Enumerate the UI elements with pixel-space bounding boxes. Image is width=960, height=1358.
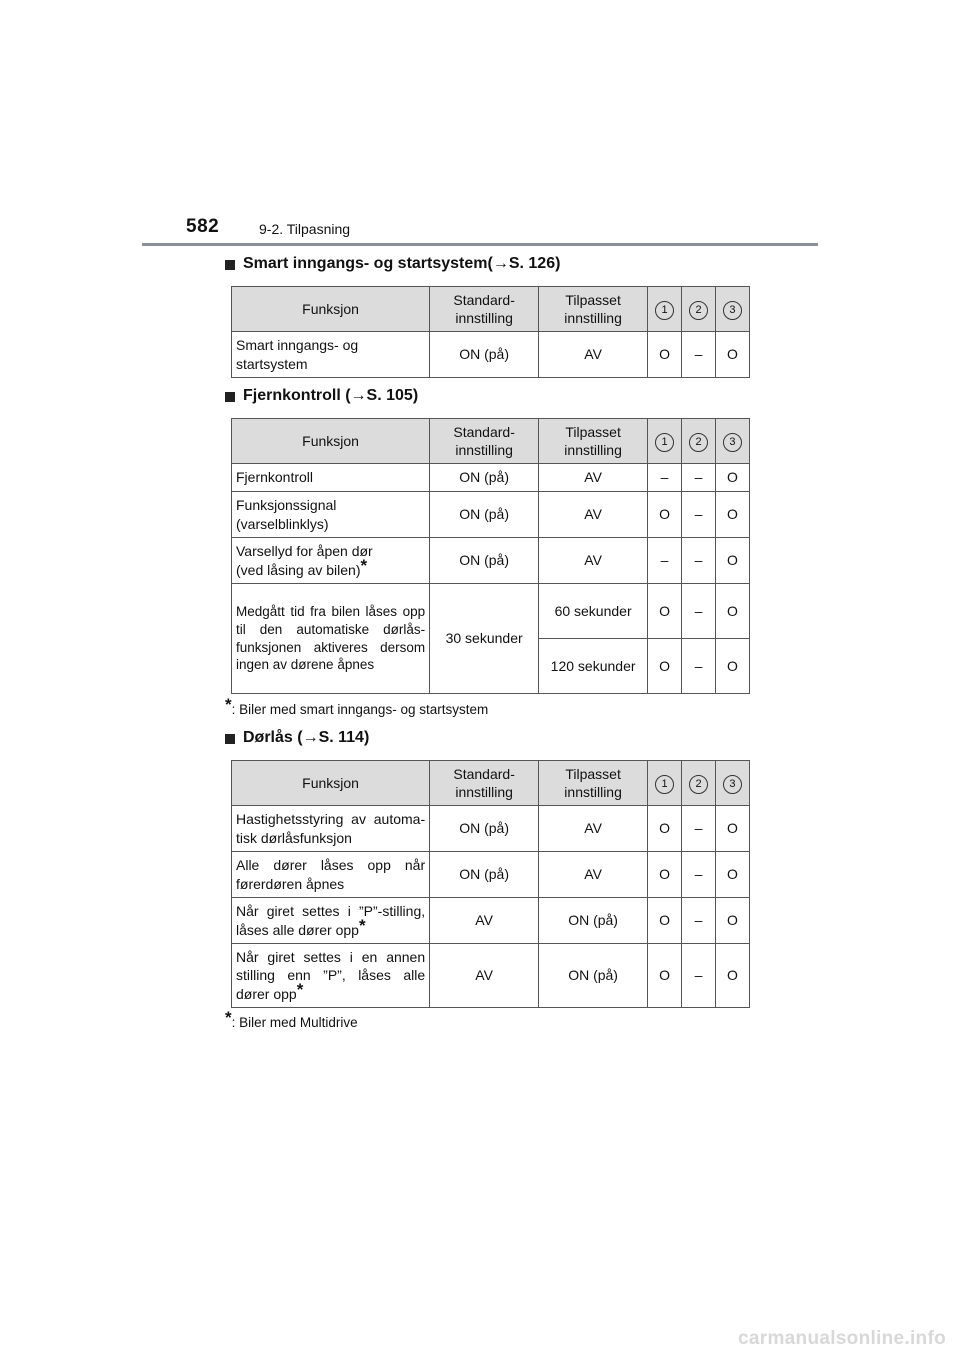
bullet-square-icon (225, 734, 235, 744)
footnote-star: * (360, 555, 368, 575)
header-funksjon: Funksjon (232, 287, 430, 332)
table-door-lock (231, 760, 750, 1008)
cell-tilpasset: AV (539, 332, 648, 378)
cell-tilpasset: AV (539, 464, 648, 492)
cell-c1: – (648, 464, 682, 492)
cell-tilpasset: ON (på) (539, 944, 648, 1008)
bullet-square-icon (225, 392, 235, 402)
table-row (232, 806, 750, 852)
cell-c3: O (715, 584, 749, 639)
cell-standard: ON (på) (430, 538, 539, 584)
circled-1-icon: 1 (655, 301, 674, 320)
footnote-star: * (225, 695, 232, 714)
cell-funksjon: Smart inngangs- og startsystem (232, 332, 430, 378)
header-col3 (715, 761, 749, 806)
table-row (232, 332, 750, 378)
cell-funksjon (232, 898, 430, 944)
cell-tilpasset: ON (på) (539, 898, 648, 944)
cell-c2: – (682, 852, 716, 898)
header-funksjon: Funksjon (232, 761, 430, 806)
cell-c2: – (682, 898, 716, 944)
header-standard: Standard- innstilling (430, 419, 539, 464)
header-standard: Standard- innstilling (430, 761, 539, 806)
header-col2 (682, 287, 716, 332)
circled-3-icon: 3 (723, 301, 742, 320)
footnote-star: * (296, 979, 304, 999)
cell-standard: ON (på) (430, 806, 539, 852)
header-tilpasset: Tilpasset innstilling (539, 287, 648, 332)
header-col3 (715, 287, 749, 332)
section-label: 9-2. Tilpasning (259, 221, 351, 237)
header-col2 (682, 761, 716, 806)
cell-c3: O (715, 944, 749, 1008)
cell-tilpasset: AV (539, 852, 648, 898)
cell-c1: – (648, 538, 682, 584)
cell-tilpasset: AV (539, 492, 648, 538)
circled-3-icon: 3 (723, 433, 742, 452)
header-funksjon: Funksjon (232, 419, 430, 464)
footnote-multidrive (225, 1008, 358, 1030)
page-number: 582 (186, 216, 220, 237)
header-col2 (682, 419, 716, 464)
table-row (232, 492, 750, 538)
footnote-star: * (225, 1008, 232, 1027)
cell-c3: O (715, 538, 749, 584)
table-row (232, 584, 750, 639)
cell-c2: – (682, 492, 716, 538)
cell-c1: O (648, 806, 682, 852)
heading-text: Smart inngangs- og startsystem(→S. 126) (243, 255, 561, 272)
cell-c1: O (648, 332, 682, 378)
heading-text: Fjernkontroll (→S. 105) (243, 387, 419, 404)
table-row (232, 898, 750, 944)
cell-c3: O (715, 332, 749, 378)
watermark: carmanualsonline.info (738, 1328, 946, 1349)
cell-funksjon: Alle dører låses opp når førerdøren åpnes (232, 852, 430, 898)
cell-c1: O (648, 584, 682, 639)
cell-funksjon: Hastighetsstyring av automa-tisk dørlåsfunksjon (232, 806, 430, 852)
cell-tilpasset: AV (539, 806, 648, 852)
table-row (232, 464, 750, 492)
cell-c2: – (682, 332, 716, 378)
cell-tilpasset: 120 sekunder (539, 639, 648, 694)
header-col1 (648, 287, 682, 332)
cell-c3: O (715, 639, 749, 694)
cell-standard: ON (på) (430, 852, 539, 898)
heading-door-lock (225, 729, 369, 747)
cell-funksjon: Medgått tid fra bilen låses opp til den automatiske dørlås-funksjonen aktiveres dersom ingen av dørene åpnes (232, 584, 430, 694)
bullet-square-icon (225, 260, 235, 270)
heading-text: Dørlås (→S. 114) (243, 729, 370, 746)
cell-funksjon (232, 538, 430, 584)
cell-tilpasset: 60 sekunder (539, 584, 648, 639)
cell-standard: AV (430, 898, 539, 944)
cell-standard: ON (på) (430, 464, 539, 492)
cell-funksjon-text: Varsellyd for åpen dør (ved låsing av bilen) (236, 543, 373, 578)
heading-smart-entry (225, 255, 560, 273)
table-row (232, 538, 750, 584)
header-standard: Standard- innstilling (430, 287, 539, 332)
cell-standard: AV (430, 944, 539, 1008)
cell-c2: – (682, 538, 716, 584)
table-remote (231, 418, 750, 694)
cell-c2: – (682, 584, 716, 639)
table-row (232, 852, 750, 898)
header-col1 (648, 419, 682, 464)
table-header-row (232, 287, 750, 332)
cell-funksjon (232, 944, 430, 1008)
header-col3 (715, 419, 749, 464)
cell-c1: O (648, 944, 682, 1008)
cell-tilpasset: AV (539, 538, 648, 584)
cell-c2: – (682, 806, 716, 852)
header-divider (142, 243, 818, 246)
cell-c2: – (682, 464, 716, 492)
cell-funksjon-text: Når giret settes i ”P”-stilling, låses alle dører opp (236, 903, 426, 938)
cell-funksjon-text: Når giret settes i en annen stilling enn ”P”, låses alle dører opp (236, 949, 426, 1002)
cell-c1: O (648, 492, 682, 538)
header-tilpasset: Tilpasset innstilling (539, 761, 648, 806)
cell-standard: 30 sekunder (430, 584, 539, 694)
footnote-text: : Biler med Multidrive (231, 1015, 358, 1030)
table-header-row (232, 419, 750, 464)
circled-1-icon: 1 (655, 433, 674, 452)
footnote-star: * (358, 915, 366, 935)
cell-c3: O (715, 492, 749, 538)
cell-standard: ON (på) (430, 492, 539, 538)
cell-c3: O (715, 464, 749, 492)
cell-c2: – (682, 944, 716, 1008)
cell-funksjon: Fjernkontroll (232, 464, 430, 492)
cell-c3: O (715, 898, 749, 944)
footnote-text: : Biler med smart inngangs- og startsystem (231, 702, 489, 717)
table-row (232, 944, 750, 1008)
cell-c3: O (715, 806, 749, 852)
cell-c1: O (648, 898, 682, 944)
footnote-smart-entry (225, 695, 489, 717)
cell-c1: O (648, 852, 682, 898)
cell-c3: O (715, 852, 749, 898)
cell-c1: O (648, 639, 682, 694)
heading-remote (225, 387, 418, 405)
circled-2-icon: 2 (689, 433, 708, 452)
cell-standard: ON (på) (430, 332, 539, 378)
table-smart-entry (231, 286, 750, 378)
circled-2-icon: 2 (689, 775, 708, 794)
cell-funksjon: Funksjonssignal (varselblinklys) (232, 492, 430, 538)
circled-3-icon: 3 (723, 775, 742, 794)
circled-1-icon: 1 (655, 775, 674, 794)
header-col1 (648, 761, 682, 806)
header-tilpasset: Tilpasset innstilling (539, 419, 648, 464)
cell-c2: – (682, 639, 716, 694)
circled-2-icon: 2 (689, 301, 708, 320)
table-header-row (232, 761, 750, 806)
